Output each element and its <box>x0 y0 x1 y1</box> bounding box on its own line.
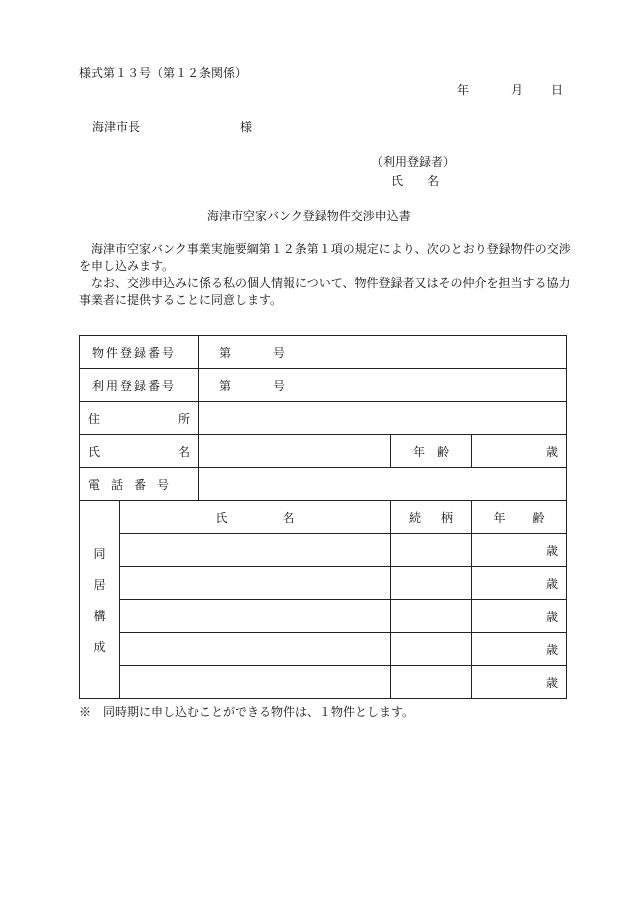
user-number-label: 利用登録番号 <box>80 369 199 402</box>
addressee: 海津市長 <box>92 120 141 134</box>
household-label: 同 居 構 成 <box>80 501 120 699</box>
member-relation-field[interactable] <box>391 633 472 666</box>
age-field[interactable]: 歳 <box>472 435 567 468</box>
phone-label: 電話番号 <box>80 468 199 501</box>
member-name-field[interactable] <box>120 666 391 699</box>
row-phone <box>80 468 567 501</box>
household-member-row <box>80 534 567 567</box>
application-form-table <box>79 335 567 699</box>
member-age-field[interactable]: 歳 <box>472 666 567 699</box>
household-member-row <box>80 567 567 600</box>
household-name-header: 氏 名 <box>120 501 391 534</box>
member-name-field[interactable] <box>120 633 391 666</box>
household-member-row <box>80 600 567 633</box>
member-name-field[interactable] <box>120 534 391 567</box>
row-name <box>80 435 567 468</box>
address-label: 住 所 <box>80 402 199 435</box>
date-day: 日 <box>551 83 564 97</box>
member-name-field[interactable] <box>120 567 391 600</box>
household-member-row <box>80 633 567 666</box>
member-age-field[interactable]: 歳 <box>472 633 567 666</box>
member-relation-field[interactable] <box>391 666 472 699</box>
row-property-number <box>80 336 567 369</box>
user-number-field[interactable]: 第 号 <box>199 369 567 402</box>
household-header-row <box>80 501 567 534</box>
row-user-number <box>80 369 567 402</box>
household-member-row <box>80 666 567 699</box>
member-age-field[interactable]: 歳 <box>472 567 567 600</box>
property-number-label: 物件登録番号 <box>80 336 199 369</box>
member-relation-field[interactable] <box>391 600 472 633</box>
body-paragraph-1: 海津市空家バンク事業実施要綱第１２条第１項の規定により、次のとおり登録物件の交渉を申し込みます。 <box>79 242 571 273</box>
member-relation-field[interactable] <box>391 534 472 567</box>
phone-field[interactable] <box>199 468 567 501</box>
member-age-field[interactable]: 歳 <box>472 600 567 633</box>
property-number-field[interactable]: 第 号 <box>199 336 567 369</box>
date-year: 年 <box>457 83 470 97</box>
footnote: ※ 同時期に申し込むことができる物件は、１物件とします。 <box>79 705 415 719</box>
body-text <box>79 241 579 309</box>
row-address <box>80 402 567 435</box>
document-title: 海津市空家バンク登録物件交渉申込書 <box>207 209 411 223</box>
date-line <box>457 83 563 97</box>
applicant-name-label: 氏 名 <box>391 174 440 188</box>
member-age-field[interactable]: 歳 <box>472 534 567 567</box>
member-relation-field[interactable] <box>391 567 472 600</box>
body-paragraph-2: なお、交渉申込みに係る私の個人情報について、物件登録者又はその仲介を担当する協力事業者に提供することに同意します。 <box>79 276 571 307</box>
honorific: 様 <box>240 120 253 134</box>
applicant-role: （利用登録者） <box>371 155 456 169</box>
member-name-field[interactable] <box>120 600 391 633</box>
name-field[interactable] <box>199 435 391 468</box>
household-age-header: 年 齢 <box>472 501 567 534</box>
household-relation-header: 続 柄 <box>391 501 472 534</box>
name-label: 氏 名 <box>80 435 199 468</box>
address-field[interactable] <box>199 402 567 435</box>
form-number: 様式第１３号（第１２条関係） <box>79 66 248 80</box>
age-label: 年 齢 <box>391 435 472 468</box>
date-month: 月 <box>511 83 524 97</box>
